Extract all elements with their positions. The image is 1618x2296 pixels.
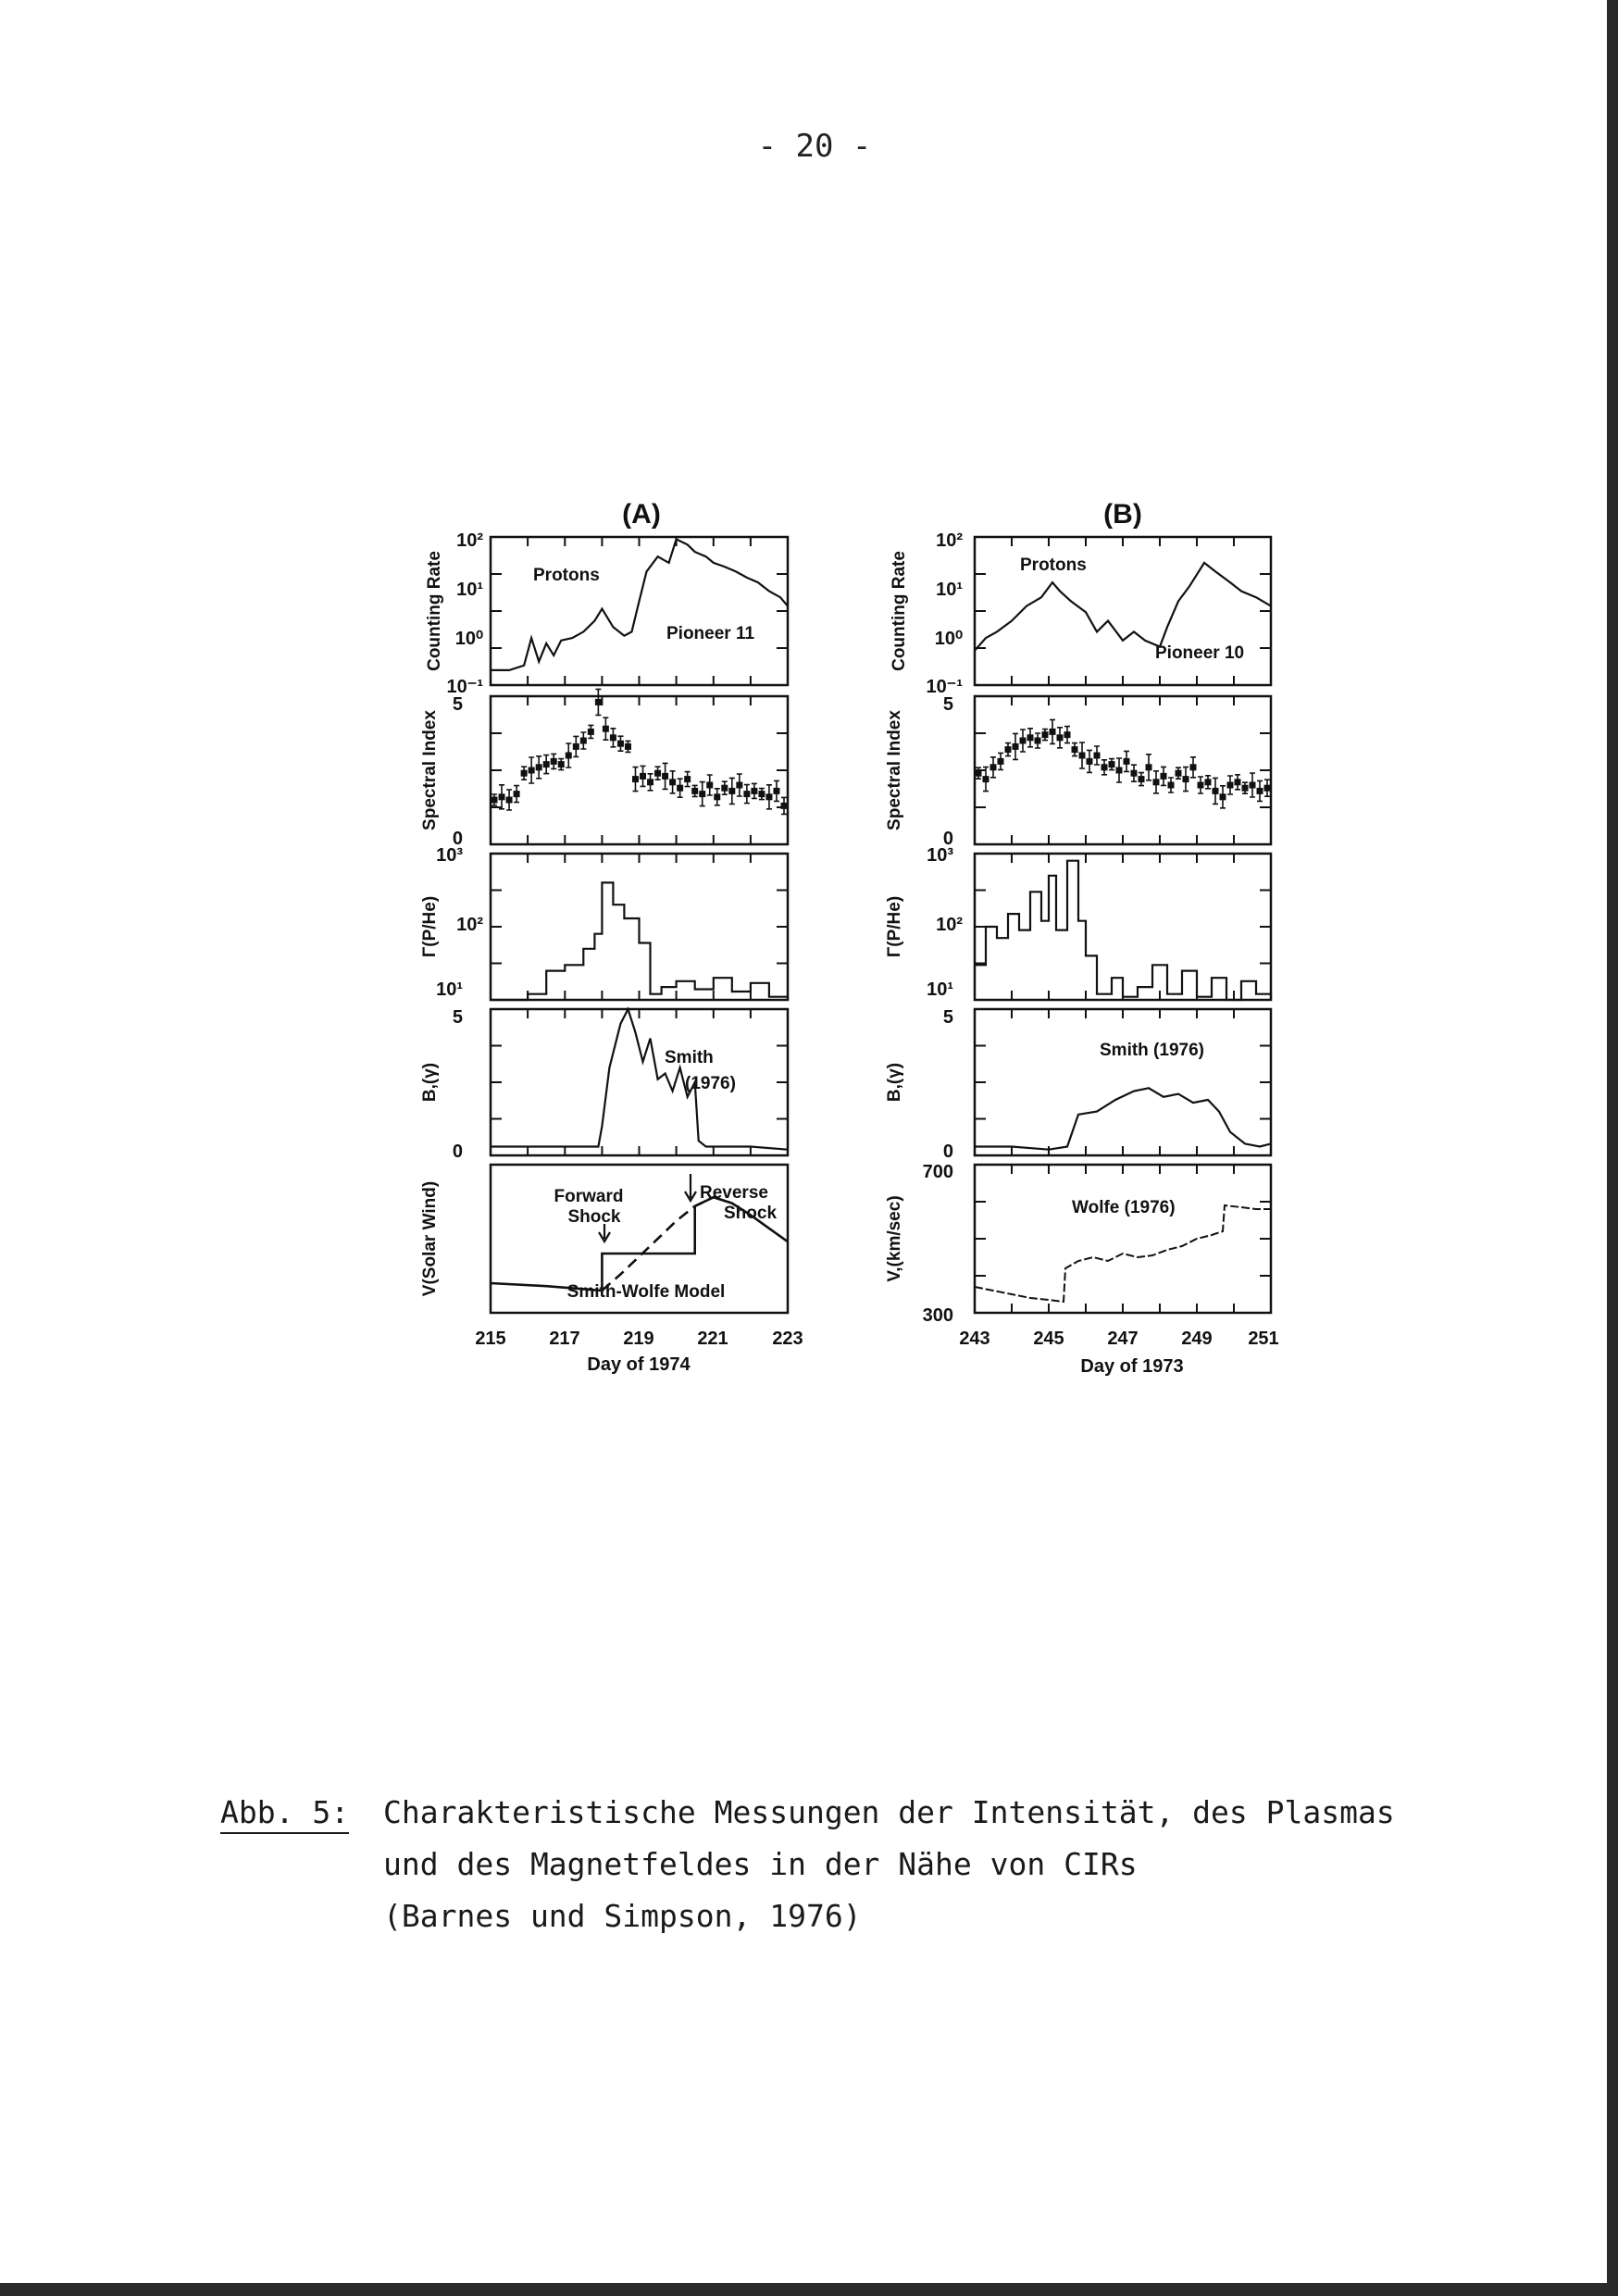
data-point <box>1072 746 1078 753</box>
magnetic-field-line <box>975 1088 1271 1149</box>
data-point <box>610 734 616 741</box>
data-point <box>1146 764 1152 770</box>
data-point <box>998 758 1004 765</box>
smith-year-label: (1976) <box>685 1074 736 1093</box>
data-point <box>1183 776 1189 782</box>
y-tick-label: 10¹ <box>936 580 963 600</box>
data-point <box>662 773 668 780</box>
data-point <box>1020 738 1027 744</box>
x-tick-label: 215 <box>475 1329 506 1349</box>
data-point <box>543 761 550 767</box>
data-point <box>603 726 609 732</box>
panel-b-magnetic-field <box>885 1007 1271 1162</box>
tick-marks <box>491 1009 788 1155</box>
smith-label: Smith (1976) <box>1100 1041 1204 1060</box>
tick-marks <box>975 1009 1271 1155</box>
proton-rate-line <box>975 563 1271 651</box>
y-axis-label: B,(γ) <box>885 1062 904 1103</box>
forward-shock-label: Shock <box>567 1207 621 1227</box>
caption-label: Abb. 5: <box>220 1794 349 1834</box>
page-number: - 20 - <box>757 128 872 165</box>
y-tick-label: 10⁻¹ <box>446 677 483 697</box>
data-point <box>1057 734 1064 741</box>
data-point <box>1116 767 1123 774</box>
panel-a-magnetic-field <box>420 1007 788 1162</box>
data-point <box>1124 758 1130 765</box>
data-point <box>677 785 683 792</box>
x-tick-label: 247 <box>1107 1329 1139 1349</box>
spectral-index-points <box>976 719 1271 807</box>
data-point <box>647 779 653 785</box>
y-tick-label: 10⁰ <box>454 629 483 649</box>
plot-frame <box>975 1009 1271 1155</box>
data-point <box>736 782 742 789</box>
plot-frame <box>975 537 1271 685</box>
panel-b-title: (B) <box>1103 499 1142 530</box>
y-tick-label: 10² <box>456 915 483 935</box>
data-point <box>1087 758 1093 765</box>
reverse-shock-label: Shock <box>724 1204 778 1223</box>
y-tick-label: 5 <box>452 694 463 715</box>
gamma-step-line <box>491 882 788 1000</box>
y-axis-label: Γ(P/He) <box>420 895 440 958</box>
gamma-step-line <box>975 861 1271 1000</box>
data-point <box>1213 788 1219 794</box>
y-axis-label: Spectral Index <box>420 710 440 830</box>
pioneer-10-label: Pioneer 10 <box>1155 643 1245 663</box>
data-point <box>1109 761 1115 767</box>
data-point <box>654 770 661 777</box>
tick-marks <box>491 537 788 685</box>
data-point <box>1079 753 1086 759</box>
caption-line-2: und des Magnetfeldes in der Nähe von CIRs <box>383 1846 1138 1882</box>
plot-frame <box>491 537 788 685</box>
data-point <box>728 788 735 794</box>
y-tick-label: 0 <box>942 829 953 849</box>
panel-a-spectral-index <box>420 689 788 849</box>
data-point <box>1027 734 1034 741</box>
y-tick-label: 5 <box>452 1007 463 1028</box>
y-axis-label: Counting Rate <box>425 551 444 671</box>
y-tick-label: 10¹ <box>436 980 463 1000</box>
axis-ticks <box>491 537 788 685</box>
y-tick-label: 10¹ <box>927 980 953 1000</box>
data-point <box>721 785 728 792</box>
plot-frame <box>491 696 788 844</box>
x-tick-label: 219 <box>623 1329 654 1349</box>
y-axis-label: V,(km/sec) <box>885 1195 904 1282</box>
tick-marks <box>975 696 1271 844</box>
axis-ticks <box>975 1165 1271 1313</box>
spectral-index-points <box>492 689 788 814</box>
data-point <box>1094 753 1101 759</box>
y-tick-label: 0 <box>452 829 463 849</box>
data-point <box>595 699 602 705</box>
tick-marks <box>491 696 788 844</box>
data-point <box>499 793 505 800</box>
data-point <box>625 743 631 750</box>
y-tick-label: 10³ <box>436 845 463 866</box>
y-tick-label: 10⁰ <box>934 629 963 649</box>
forward-label: Forward <box>554 1187 624 1206</box>
data-point <box>699 791 705 797</box>
data-point <box>1198 782 1204 789</box>
data-point <box>684 776 691 782</box>
data-point <box>1227 782 1234 789</box>
data-point <box>632 776 639 782</box>
data-point <box>758 791 765 797</box>
data-point <box>1064 731 1071 738</box>
protons-label: Protons <box>1020 555 1087 575</box>
y-axis-label: V(Solar Wind) <box>420 1180 440 1297</box>
y-tick-label: 5 <box>942 1007 953 1028</box>
data-point <box>558 761 565 767</box>
plot-frame <box>975 1165 1271 1313</box>
pioneer-11-label: Pioneer 11 <box>666 624 755 643</box>
y-axis-label: Γ(P/He) <box>885 895 904 958</box>
data-point <box>1050 729 1056 735</box>
data-point <box>536 764 542 770</box>
y-tick-label: 5 <box>942 694 953 715</box>
x-tick-label: 249 <box>1181 1329 1213 1349</box>
x-tick-label: 243 <box>959 1329 990 1349</box>
wolfe-label: Wolfe (1976) <box>1072 1198 1176 1217</box>
data-point <box>1153 779 1160 785</box>
data-point <box>691 788 698 794</box>
caption-line-3: (Barnes und Simpson, 1976) <box>383 1898 862 1934</box>
panel-b-spectral-index <box>885 694 1271 849</box>
y-tick-label: 10² <box>456 530 483 551</box>
data-point <box>551 758 557 765</box>
axis-ticks <box>975 696 1271 844</box>
axis-ticks <box>491 1009 788 1155</box>
data-point <box>1257 788 1263 794</box>
y-tick-label: 10⁻¹ <box>926 677 963 697</box>
proton-rate-line <box>491 539 788 670</box>
y-tick-label: 0 <box>942 1142 953 1162</box>
data-point <box>1042 731 1049 738</box>
x-axis-label: Day of 1973 <box>1080 1356 1184 1377</box>
panel-a-counting-rate <box>425 530 788 697</box>
data-point <box>617 741 624 747</box>
plot-frame <box>975 696 1271 844</box>
smith-label: Smith <box>665 1048 714 1067</box>
panel-a-solar-wind-model <box>420 1165 788 1313</box>
data-point <box>580 738 587 744</box>
data-point <box>669 779 676 785</box>
x-tick-label: 245 <box>1033 1329 1064 1349</box>
y-axis-label: Counting Rate <box>890 551 909 671</box>
data-point <box>1220 793 1226 800</box>
reverse-shock-arrow <box>685 1174 696 1201</box>
panel-b-gamma-p-he <box>885 845 1271 1000</box>
data-point <box>714 793 720 800</box>
data-point <box>743 791 750 797</box>
x-tick-label: 221 <box>697 1329 728 1349</box>
data-point <box>1101 764 1108 770</box>
protons-label: Protons <box>533 566 600 585</box>
data-point <box>751 788 757 794</box>
data-point <box>573 743 579 750</box>
data-point <box>1168 782 1175 789</box>
y-axis-label: B,(γ) <box>420 1062 440 1103</box>
data-point <box>529 767 535 774</box>
panel-a-x-axis <box>475 1329 803 1375</box>
data-point <box>492 797 498 804</box>
data-point <box>514 791 520 797</box>
data-point <box>1035 738 1041 744</box>
y-tick-label: 300 <box>922 1305 953 1326</box>
data-point <box>773 788 779 794</box>
x-tick-label: 217 <box>549 1329 580 1349</box>
data-point <box>521 770 528 777</box>
data-point <box>1190 764 1197 770</box>
y-tick-label: 700 <box>922 1162 953 1182</box>
data-point <box>1235 779 1241 785</box>
plot-frame <box>491 1009 788 1155</box>
y-tick-label: 10¹ <box>456 580 483 600</box>
data-point <box>1161 773 1167 780</box>
y-tick-label: 0 <box>452 1142 463 1162</box>
y-tick-label: 10³ <box>927 845 953 866</box>
data-point <box>990 764 997 770</box>
caption-line-1: Charakteristische Messungen der Intensität, des Plasmas <box>383 1794 1395 1830</box>
panel-b-x-axis <box>959 1329 1278 1377</box>
y-axis-label: Spectral Index <box>885 710 904 830</box>
data-point <box>1205 779 1212 785</box>
wind-speed-line <box>975 1205 1271 1302</box>
data-point <box>983 776 989 782</box>
data-point <box>1250 782 1256 789</box>
axis-ticks <box>975 537 1271 685</box>
x-axis-label: Day of 1974 <box>587 1354 691 1375</box>
data-point <box>976 770 982 777</box>
data-point <box>1131 770 1138 777</box>
x-tick-label: 251 <box>1248 1329 1279 1349</box>
model-label: Smith-Wolfe Model <box>566 1282 726 1302</box>
data-point <box>780 803 787 809</box>
data-point <box>1176 770 1182 777</box>
data-point <box>588 729 594 735</box>
panel-a-gamma-p-he <box>420 845 788 1000</box>
y-tick-label: 10² <box>936 530 963 551</box>
y-tick-label: 10² <box>936 915 963 935</box>
tick-marks <box>975 537 1271 685</box>
data-point <box>1005 746 1012 753</box>
reverse-label: Reverse <box>700 1183 768 1203</box>
magnetic-field-line <box>491 1009 788 1150</box>
axis-ticks <box>975 1009 1271 1155</box>
data-point <box>640 773 646 780</box>
data-point <box>1013 743 1019 750</box>
data-point <box>1139 776 1145 782</box>
data-point <box>566 753 572 759</box>
data-point <box>706 782 713 789</box>
x-tick-label: 223 <box>772 1329 803 1349</box>
data-point <box>765 793 772 800</box>
data-point <box>1264 785 1271 792</box>
axis-ticks <box>491 696 788 844</box>
panel-b-counting-rate <box>890 530 1271 697</box>
tick-marks <box>975 1165 1271 1313</box>
panel-b-solar-wind-speed <box>885 1162 1271 1326</box>
data-point <box>506 797 513 804</box>
data-point <box>1242 785 1249 792</box>
panel-a-title: (A) <box>622 499 661 530</box>
